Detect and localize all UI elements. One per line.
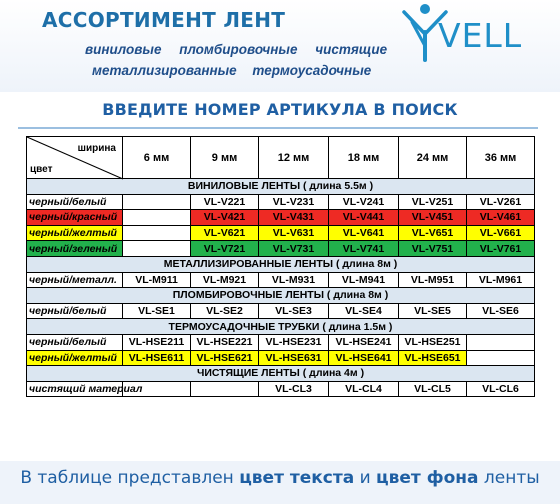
table-row [27, 381, 535, 397]
assortment-table [26, 136, 535, 397]
article-cell: VL-HSE641 [329, 350, 399, 366]
article-cell: VL-HSE611 [123, 350, 191, 366]
article-cell [123, 210, 191, 226]
table-row [27, 241, 535, 257]
article-cell: VL-V731 [259, 241, 329, 257]
corner-width-label: ширина [77, 143, 116, 154]
article-cell: VL-SE6 [467, 303, 535, 319]
article-cell: VL-HSE211 [123, 334, 191, 350]
row-color-label: черный/желтый [27, 350, 123, 366]
page-title: АССОРТИМЕНТ ЛЕНТ [42, 8, 286, 32]
logo-text: VELL [438, 16, 523, 55]
article-cell: VL-SE3 [259, 303, 329, 319]
article-cell: VL-V421 [191, 210, 259, 226]
row-color-label: черный/белый [27, 334, 123, 350]
article-cell [123, 241, 191, 257]
article-cell [191, 381, 259, 397]
footnote-bold: цвет фона [376, 468, 479, 488]
table-row [27, 303, 535, 319]
table-row [27, 194, 535, 210]
article-cell: VL-HSE631 [259, 350, 329, 366]
article-cell: VL-V721 [191, 241, 259, 257]
tape-types-line-1: виниловые пломбировочные чистящие [85, 42, 388, 57]
section-title: ПЛОМБИРОВОЧНЫЕ ЛЕНТЫ ( длина 8м ) [27, 288, 535, 304]
section-row [27, 319, 535, 335]
article-cell: VL-V621 [191, 225, 259, 241]
article-cell: VL-V661 [467, 225, 535, 241]
article-cell: VL-V261 [467, 194, 535, 210]
footnote-part: ленты [478, 468, 540, 488]
article-cell: VL-V651 [399, 225, 467, 241]
table-row [27, 210, 535, 226]
article-cell: VL-V221 [191, 194, 259, 210]
section-row [27, 288, 535, 304]
article-cell: VL-M961 [467, 272, 535, 288]
divider [18, 127, 538, 129]
article-cell: VL-M921 [191, 272, 259, 288]
article-cell: VL-M931 [259, 272, 329, 288]
article-cell: VL-V641 [329, 225, 399, 241]
article-cell [123, 194, 191, 210]
article-cell: VL-SE2 [191, 303, 259, 319]
article-cell: VL-V231 [259, 194, 329, 210]
section-row [27, 256, 535, 272]
article-cell: VL-V461 [467, 210, 535, 226]
row-color-label: чистящий материал [27, 381, 123, 397]
column-header: 9 мм [191, 137, 259, 179]
tape-types-line-2: металлизированные термоусадочные [92, 63, 372, 78]
article-cell: VL-V631 [259, 225, 329, 241]
article-cell: VL-CL5 [399, 381, 467, 397]
article-cell: VL-HSE251 [399, 334, 467, 350]
article-cell: VL-SE5 [399, 303, 467, 319]
footnote [0, 468, 560, 488]
article-cell: VL-V451 [399, 210, 467, 226]
article-cell: VL-V431 [259, 210, 329, 226]
article-cell: VL-CL6 [467, 381, 535, 397]
column-header: 24 мм [399, 137, 467, 179]
footnote-part: и [354, 468, 377, 488]
article-cell: VL-HSE221 [191, 334, 259, 350]
section-title: МЕТАЛЛИЗИРОВАННЫЕ ЛЕНТЫ ( длина 8м ) [27, 256, 535, 272]
column-header: 36 мм [467, 137, 535, 179]
article-cell: VL-V761 [467, 241, 535, 257]
article-cell: VL-CL4 [329, 381, 399, 397]
row-color-label: черный/красный [27, 210, 123, 226]
article-cell: VL-M941 [329, 272, 399, 288]
row-color-label: черный/зеленый [27, 241, 123, 257]
footnote-bold: цвет текста [239, 468, 355, 488]
article-cell: VL-SE4 [329, 303, 399, 319]
row-color-label: черный/желтый [27, 225, 123, 241]
table-row [27, 334, 535, 350]
article-cell: VL-M911 [123, 272, 191, 288]
table-corner-cell [27, 137, 123, 179]
table-row [27, 272, 535, 288]
article-cell: VL-V251 [399, 194, 467, 210]
table-header-row [27, 137, 535, 179]
article-cell [123, 225, 191, 241]
section-row [27, 179, 535, 195]
article-cell [467, 350, 535, 366]
table-row [27, 225, 535, 241]
article-cell: VL-V741 [329, 241, 399, 257]
article-cell: VL-CL3 [259, 381, 329, 397]
article-cell: VL-V441 [329, 210, 399, 226]
corner-color-label: цвет [30, 164, 53, 175]
article-cell: VL-HSE231 [259, 334, 329, 350]
row-color-label: черный/белый [27, 303, 123, 319]
footnote-part: В таблице представлен [20, 468, 240, 488]
column-header: 6 мм [123, 137, 191, 179]
article-cell [467, 334, 535, 350]
row-color-label: черный/металл. [27, 272, 123, 288]
article-cell: VL-V241 [329, 194, 399, 210]
row-color-label: черный/белый [27, 194, 123, 210]
article-cell: VL-M951 [399, 272, 467, 288]
section-title: ЧИСТЯЩИЕ ЛЕНТЫ ( длина 4м ) [27, 366, 535, 382]
table-row [27, 350, 535, 366]
section-row [27, 366, 535, 382]
article-cell: VL-HSE241 [329, 334, 399, 350]
article-cell: VL-HSE621 [191, 350, 259, 366]
search-hint: ВВЕДИТЕ НОМЕР АРТИКУЛА В ПОИСК [102, 100, 458, 119]
column-header: 12 мм [259, 137, 329, 179]
article-cell: VL-HSE651 [399, 350, 467, 366]
section-title: ТЕРМОУСАДОЧНЫЕ ТРУБКИ ( длина 1.5м ) [27, 319, 535, 335]
article-cell: VL-V751 [399, 241, 467, 257]
article-cell: VL-SE1 [123, 303, 191, 319]
column-header: 18 мм [329, 137, 399, 179]
section-title: ВИНИЛОВЫЕ ЛЕНТЫ ( длина 5.5м ) [27, 179, 535, 195]
